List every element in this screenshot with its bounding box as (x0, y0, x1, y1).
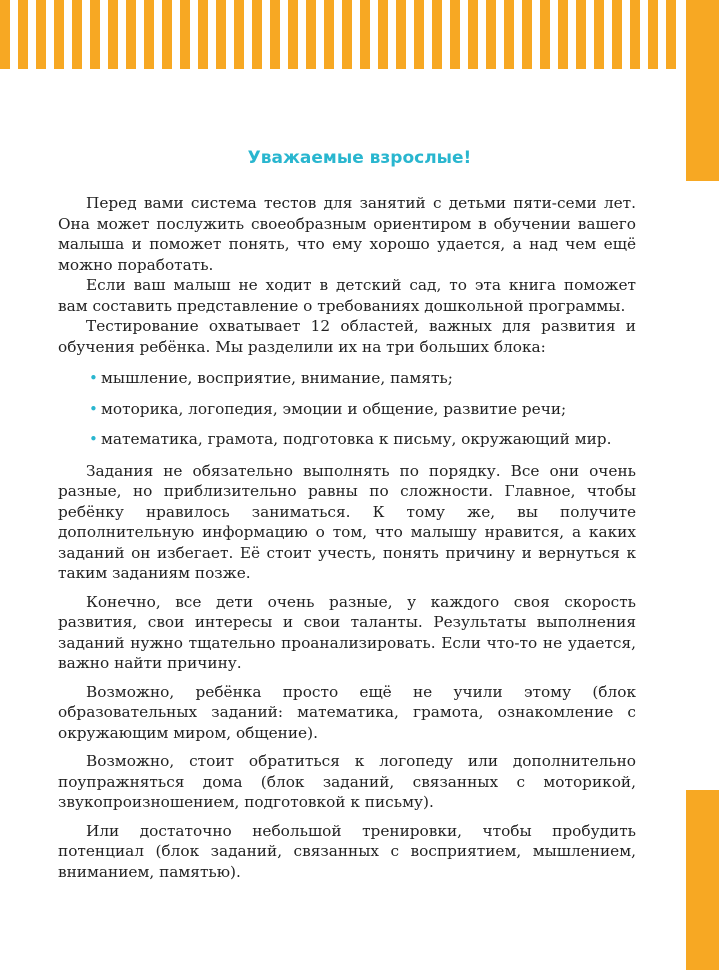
bullet-icon: • (89, 430, 98, 448)
paragraph-intro-1: Перед вами система тестов для занятий с детьми пяти-семи лет. Она может послужить своеобразным ориентиром в обучении вашего малыша и поможет понять, что ему хорошо удается, а над чем ещё можно поработать. (58, 194, 636, 274)
paragraph-main-5: Или достаточно небольшой тренировки, чтобы пробудить потенциал (блок заданий, связанных с восприятием, мышлением, вниманием, памятью). (58, 821, 636, 881)
paragraph-main-4: Возможно, стоит обратиться к логопеду или дополнительно поупражняться дома (блок заданий, связанных с моторикой, звукопроизношением, подготовкой к письму). (58, 752, 636, 811)
list-item-text: моторика, логопедия, эмоции и общение, развитие речи; (101, 399, 567, 418)
side-tab-bottom (686, 790, 719, 970)
paragraph-intro-3: Тестирование охватывает 12 областей, важных для развития и обучения ребёнка. Мы разделили их на три больших блока: (58, 317, 636, 356)
list-item (58, 368, 636, 389)
list-item-text: мышление, восприятие, внимание, память; (101, 369, 453, 387)
top-stripe-decoration (0, 0, 680, 69)
bullet-icon: • (89, 369, 98, 387)
body-text (58, 193, 636, 882)
list-item-text: математика, грамота, подготовка к письму, окружающий мир. (101, 430, 612, 448)
list-item (58, 429, 636, 450)
page-title: Уважаемые взрослые! (247, 148, 472, 168)
blocks-list (58, 368, 636, 450)
paragraph-main-2: Конечно, все дети очень разные, у каждого своя скорость развития, свои интересы и свои таланты. Результаты выполнения заданий нужно тщательно проанализировать. Если что-то не удается, важно найти причину. (58, 592, 636, 672)
paragraph-main-1: Задания не обязательно выполнять по порядку. Все они очень разные, но приблизительно равны по сложности. Главное, чтобы ребёнку нравилось заниматься. К тому же, вы получите дополнительную информацию о том, что малышу нравится, а каких заданий он избегает. Её стоит учесть, понять причину и вернуться к таким заданиям позже. (58, 461, 636, 582)
paragraph-main-3: Возможно, ребёнка просто ещё не учили этому (блок образовательных заданий: математика, грамота, ознакомление с окружающим миром, общение). (58, 682, 636, 742)
list-item (58, 399, 636, 420)
bullet-icon: • (89, 399, 98, 418)
paragraph-intro-2: Если ваш малыш не ходит в детский сад, то эта книга поможет вам составить представление о требованиях дошкольной программы. (58, 276, 636, 315)
